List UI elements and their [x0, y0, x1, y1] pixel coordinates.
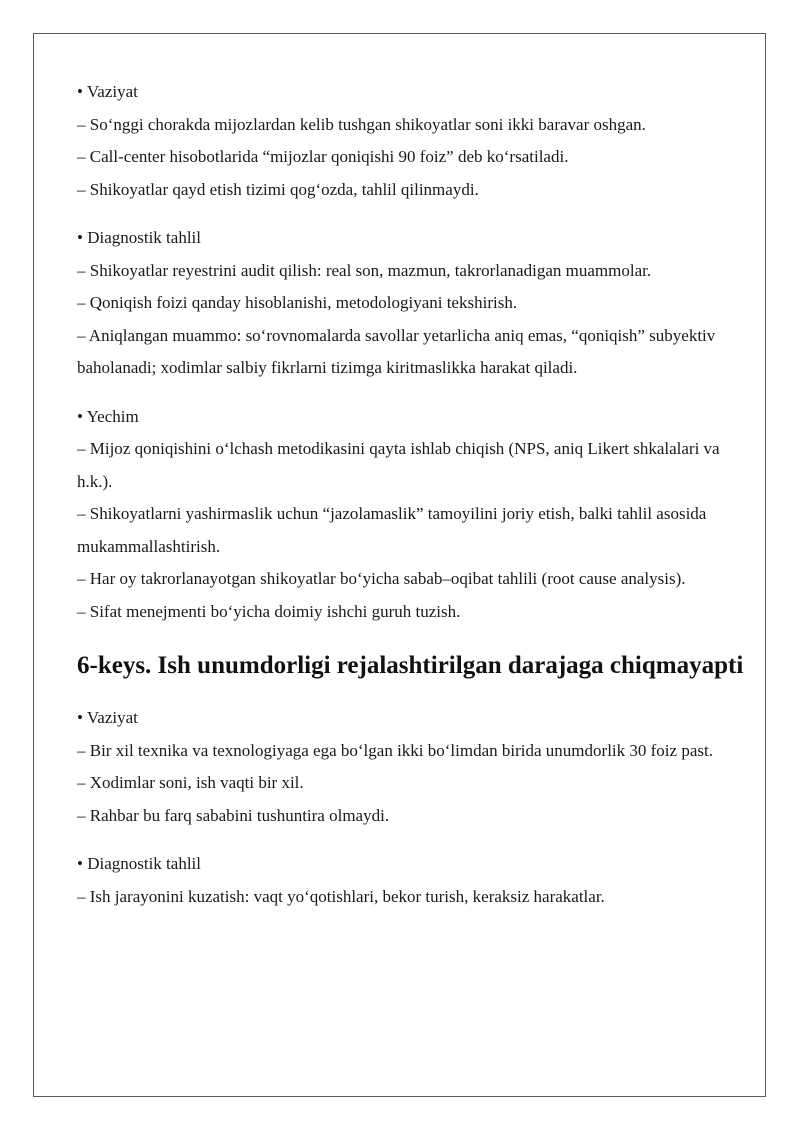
list-item: – So‘nggi chorakda mijozlardan kelib tushgan shikoyatlar soni ikki baravar oshgan.	[77, 114, 646, 134]
bullet-heading: • Vaziyat	[77, 82, 138, 101]
document-page	[33, 33, 766, 1097]
case-heading: 6-keys. Ish unumdorligi rejalashtirilgan darajaga chiqmayapti	[77, 652, 744, 679]
list-item: – Shikoyatlar qayd etish tizimi qog‘ozda, tahlil qilinmaydi.	[77, 179, 479, 199]
section-yechim	[77, 401, 747, 629]
bullet-heading: • Vaziyat	[77, 708, 138, 727]
list-item: – Har oy takrorlanayotgan shikoyatlar bo‘yicha sabab–oqibat tahlili (root cause analysis).	[77, 569, 686, 588]
bullet-heading: • Yechim	[77, 406, 139, 426]
list-item: – Aniqlangan muammo: so‘rovnomalarda savollar yetarlicha aniq emas, “qoniqish” subyektiv baholanadi; xodimlar salbiy fikrlarni tizimga kiritmaslikka harakat qiladi.	[77, 325, 716, 377]
list-item: – Xodimlar soni, ish vaqti bir xil.	[77, 773, 304, 792]
bullet-heading: • Diagnostik tahlil	[77, 228, 201, 247]
section-vaziyat-1	[77, 76, 747, 206]
bullet-heading: • Diagnostik tahlil	[77, 854, 201, 873]
list-item: – Ish jarayonini kuzatish: vaqt yo‘qotishlari, bekor turish, keraksiz harakatlar.	[77, 886, 605, 906]
section-diagnostik-2	[77, 848, 747, 913]
document-content	[77, 76, 747, 929]
section-diagnostik-1	[77, 222, 747, 385]
list-item: – Shikoyatlar reyestrini audit qilish: real son, mazmun, takrorlanadigan muammolar.	[77, 260, 652, 280]
list-item: – Call-center hisobotlarida “mijozlar qoniqishi 90 foiz” deb ko‘rsatiladi.	[77, 147, 569, 166]
list-item: – Rahbar bu farq sababini tushuntira olmaydi.	[77, 805, 390, 825]
list-item: – Qoniqish foizi qanday hisoblanishi, metodologiyani tekshirish.	[77, 293, 518, 312]
list-item: – Sifat menejmenti bo‘yicha doimiy ishchi guruh tuzish.	[77, 601, 461, 621]
list-item: – Bir xil texnika va texnologiyaga ega bo‘lgan ikki bo‘limdan birida unumdorlik 30 foiz past.	[77, 740, 713, 760]
section-vaziyat-2	[77, 702, 747, 832]
list-item: – Mijoz qoniqishini o‘lchash metodikasini qayta ishlab chiqish (NPS, aniq Likert shkalalari va h.k.).	[77, 439, 720, 491]
list-item: – Shikoyatlarni yashirmaslik uchun “jazolamaslik” tamoyilini joriy etish, balki tahlil asosida mukammallashtirish.	[77, 504, 707, 556]
